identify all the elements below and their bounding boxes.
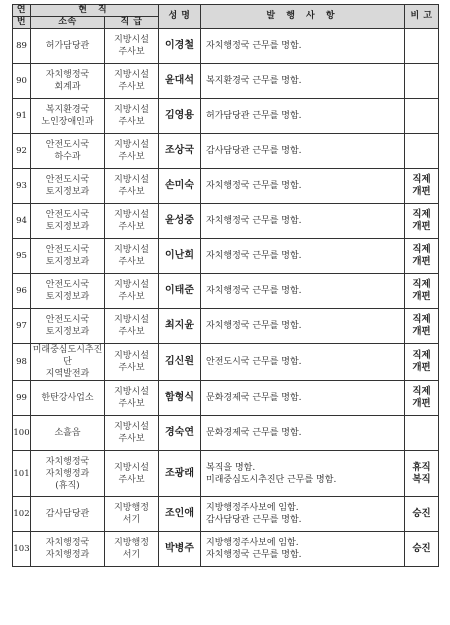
affiliation-cell	[31, 309, 105, 344]
rank-cell-line: 지방행정	[114, 503, 149, 513]
rank-cell-line: 지방시설	[114, 280, 149, 290]
affiliation-cell	[31, 239, 105, 274]
rank-cell	[105, 381, 159, 416]
note-cell-line: 직제	[412, 174, 431, 185]
note-cell-line: 개편	[412, 398, 431, 409]
note-cell-line: 직제	[412, 279, 431, 290]
note-cell	[405, 239, 439, 274]
rank-cell-line: 지방시설	[114, 351, 149, 361]
rank-cell-line: 주사보	[118, 434, 145, 444]
note-cell	[405, 451, 439, 497]
affiliation-cell	[31, 344, 105, 381]
rank-cell-line: 서기	[122, 515, 141, 525]
row-number: 94	[13, 204, 31, 239]
affiliation-cell-line: 미래중심도시추진단	[32, 345, 103, 367]
note-cell	[405, 64, 439, 99]
action-cell-line: 자치행정국 근무를 명함.	[206, 550, 302, 560]
rank-cell-line: 지방시설	[114, 315, 149, 325]
action-cell-line: 문화경제국 근무를 명함.	[206, 393, 302, 403]
rank-cell	[105, 274, 159, 309]
rank-cell-line: 지방시설	[114, 35, 149, 45]
rank-cell-line: 지방시설	[114, 422, 149, 432]
rank-cell	[105, 64, 159, 99]
name-cell: 경숙연	[159, 416, 201, 451]
table-row	[13, 99, 439, 134]
action-cell-line: 허가담당관 근무를 명함.	[206, 111, 302, 121]
affiliation-cell-line: 한탄강사업소	[41, 393, 94, 403]
rank-cell	[105, 134, 159, 169]
name-cell: 함형식	[159, 381, 201, 416]
note-cell	[405, 169, 439, 204]
note-cell	[405, 134, 439, 169]
name-cell: 김영용	[159, 99, 201, 134]
rank-cell-line: 지방시설	[114, 105, 149, 115]
row-number: 100	[13, 416, 31, 451]
rank-cell	[105, 451, 159, 497]
note-cell-line: 직제	[412, 350, 431, 361]
action-cell	[201, 134, 405, 169]
table-row	[13, 64, 439, 99]
name-cell: 이태준	[159, 274, 201, 309]
note-cell	[405, 381, 439, 416]
note-cell	[405, 274, 439, 309]
rank-cell-line: 주사보	[118, 327, 145, 337]
table-row	[13, 169, 439, 204]
affiliation-cell-line: 회계과	[54, 82, 81, 92]
affiliation-cell	[31, 416, 105, 451]
rank-cell	[105, 99, 159, 134]
table-row	[13, 344, 439, 381]
header-note: 비 고	[405, 5, 439, 29]
rank-cell	[105, 239, 159, 274]
rank-cell-line: 지방시설	[114, 210, 149, 220]
header-current-position: 현 직	[31, 5, 159, 17]
note-cell-line: 개편	[412, 326, 431, 337]
action-cell	[201, 204, 405, 239]
affiliation-cell	[31, 497, 105, 532]
row-number: 98	[13, 344, 31, 381]
row-number: 92	[13, 134, 31, 169]
table-row	[13, 134, 439, 169]
action-cell-line: 자치행정국 근무를 명함.	[206, 216, 302, 226]
note-cell	[405, 532, 439, 567]
rank-cell	[105, 532, 159, 567]
table-row	[13, 451, 439, 497]
note-cell	[405, 204, 439, 239]
row-number: 89	[13, 29, 31, 64]
name-cell: 조광래	[159, 451, 201, 497]
action-cell-line: 안전도시국 근무를 명함.	[206, 357, 302, 367]
personnel-table	[12, 4, 439, 567]
note-cell-line: 직제	[412, 386, 431, 397]
action-cell-line: 복지환경국 근무를 명함.	[206, 76, 302, 86]
name-cell: 조상국	[159, 134, 201, 169]
rank-cell-line: 지방행정	[114, 538, 149, 548]
table-row	[13, 239, 439, 274]
table-row	[13, 381, 439, 416]
note-cell-line: 직제	[412, 314, 431, 325]
row-number: 101	[13, 451, 31, 497]
affiliation-cell-line: 복지환경국	[45, 105, 90, 115]
note-cell-line: 직제	[412, 209, 431, 220]
rank-cell-line: 지방시설	[114, 387, 149, 397]
rank-cell	[105, 309, 159, 344]
affiliation-cell-line: 토지정보과	[45, 222, 90, 232]
rank-cell	[105, 169, 159, 204]
header-no-top: 연	[13, 5, 31, 17]
note-cell-line: 승진	[412, 543, 431, 554]
row-number: 99	[13, 381, 31, 416]
name-cell: 박병주	[159, 532, 201, 567]
row-number: 103	[13, 532, 31, 567]
header-affiliation: 소속	[31, 17, 105, 29]
note-cell-line: 개편	[412, 362, 431, 373]
action-cell	[201, 274, 405, 309]
table-body	[13, 29, 439, 567]
rank-cell-line: 지방시설	[114, 245, 149, 255]
rank-cell-line: 서기	[122, 550, 141, 560]
affiliation-cell-line: 지역발전과	[45, 369, 90, 379]
action-cell-line: 지방행정주사보에 임함.	[206, 538, 299, 548]
note-cell-line: 개편	[412, 186, 431, 197]
rank-cell-line: 주사보	[118, 292, 145, 302]
affiliation-cell-line: 자치행정국	[45, 456, 90, 467]
table-row	[13, 204, 439, 239]
affiliation-cell	[31, 99, 105, 134]
affiliation-cell-line: 안전도시국	[45, 280, 90, 290]
note-cell-line: 휴직	[412, 461, 431, 473]
header-row-top	[13, 5, 439, 17]
table-row	[13, 274, 439, 309]
action-cell-line: 복직을 명함.	[206, 462, 256, 473]
table-row	[13, 532, 439, 567]
name-cell: 김신원	[159, 344, 201, 381]
name-cell: 손미숙	[159, 169, 201, 204]
rank-cell-line: 주사보	[118, 257, 145, 267]
affiliation-cell-line: 안전도시국	[45, 315, 90, 325]
action-cell-line: 자치행정국 근무를 명함.	[206, 41, 302, 51]
affiliation-cell-line: 안전도시국	[45, 210, 90, 220]
affiliation-cell-line: 허가담당관	[45, 41, 90, 51]
action-cell	[201, 344, 405, 381]
action-cell	[201, 497, 405, 532]
action-cell-line: 자치행정국 근무를 명함.	[206, 286, 302, 296]
affiliation-cell-line: 토지정보과	[45, 292, 90, 302]
table-row	[13, 309, 439, 344]
action-cell-line: 자치행정국 근무를 명함.	[206, 251, 302, 261]
rank-cell-line: 주사보	[118, 47, 145, 57]
header-action: 발 행 사 항	[201, 5, 405, 29]
note-cell-line: 개편	[412, 221, 431, 232]
row-number: 90	[13, 64, 31, 99]
rank-cell	[105, 29, 159, 64]
table-row	[13, 29, 439, 64]
affiliation-cell-line: 자치행정국	[45, 538, 90, 548]
affiliation-cell	[31, 29, 105, 64]
action-cell	[201, 29, 405, 64]
affiliation-cell	[31, 381, 105, 416]
affiliation-cell-line: 노인장애인과	[41, 117, 94, 127]
action-cell	[201, 169, 405, 204]
name-cell: 조인애	[159, 497, 201, 532]
affiliation-cell	[31, 134, 105, 169]
row-number: 93	[13, 169, 31, 204]
action-cell-line: 자치행정국 근무를 명함.	[206, 181, 302, 191]
action-cell	[201, 64, 405, 99]
note-cell	[405, 344, 439, 381]
header-rank: 직 급	[105, 17, 159, 29]
affiliation-cell-line: 하수과	[54, 152, 81, 162]
name-cell: 최지윤	[159, 309, 201, 344]
affiliation-cell-line: 안전도시국	[45, 245, 90, 255]
action-cell	[201, 309, 405, 344]
row-number: 95	[13, 239, 31, 274]
row-number: 102	[13, 497, 31, 532]
affiliation-cell-line: 자치행정과	[45, 550, 90, 560]
header-name: 성 명	[159, 5, 201, 29]
note-cell	[405, 29, 439, 64]
action-cell-line: 문화경제국 근무를 명함.	[206, 428, 302, 438]
name-cell: 이난희	[159, 239, 201, 274]
rank-cell-line: 주사보	[118, 152, 145, 162]
affiliation-cell-line: 안전도시국	[45, 175, 90, 185]
rank-cell-line: 지방시설	[114, 70, 149, 80]
rank-cell	[105, 204, 159, 239]
action-cell-line: 감사담당관 근무를 명함.	[206, 146, 302, 156]
row-number: 96	[13, 274, 31, 309]
rank-cell-line: 주사보	[118, 82, 145, 92]
row-number: 91	[13, 99, 31, 134]
name-cell: 윤대석	[159, 64, 201, 99]
row-number: 97	[13, 309, 31, 344]
affiliation-cell-line: 토지정보과	[45, 327, 90, 337]
table-row	[13, 497, 439, 532]
affiliation-cell	[31, 274, 105, 309]
rank-cell-line: 지방시설	[114, 175, 149, 185]
rank-cell-line: 주사보	[118, 117, 145, 127]
note-cell-line: 개편	[412, 256, 431, 267]
affiliation-cell-line: 자치행정국	[45, 70, 90, 80]
note-cell	[405, 416, 439, 451]
rank-cell-line: 주사보	[118, 187, 145, 197]
rank-cell	[105, 416, 159, 451]
affiliation-cell-line: 토지정보과	[45, 257, 90, 267]
header-no-bottom: 번	[13, 17, 31, 29]
note-cell	[405, 309, 439, 344]
action-cell	[201, 532, 405, 567]
note-cell-line: 직제	[412, 244, 431, 255]
note-cell-line: 승진	[412, 508, 431, 519]
affiliation-cell	[31, 169, 105, 204]
action-cell	[201, 99, 405, 134]
rank-cell-line: 주사보	[118, 363, 145, 373]
rank-cell-line: 주사보	[118, 222, 145, 232]
affiliation-cell	[31, 532, 105, 567]
affiliation-cell	[31, 451, 105, 497]
table-row	[13, 416, 439, 451]
affiliation-cell	[31, 64, 105, 99]
affiliation-cell-line: (휴직)	[55, 480, 80, 491]
name-cell: 이경철	[159, 29, 201, 64]
affiliation-cell-line: 감사담당관	[45, 509, 90, 519]
personnel-order-document	[12, 4, 438, 567]
action-cell-line: 미래중심도시추진단 근무를 명함.	[206, 474, 337, 485]
note-cell	[405, 99, 439, 134]
note-cell	[405, 497, 439, 532]
action-cell	[201, 451, 405, 497]
note-cell-line: 개편	[412, 291, 431, 302]
name-cell: 윤성중	[159, 204, 201, 239]
rank-cell	[105, 497, 159, 532]
rank-cell-line: 주사보	[118, 399, 145, 409]
rank-cell	[105, 344, 159, 381]
action-cell-line: 감사담당관 근무를 명함.	[206, 515, 302, 525]
action-cell	[201, 239, 405, 274]
affiliation-cell-line: 토지정보과	[45, 187, 90, 197]
affiliation-cell-line: 자치행정과	[45, 468, 90, 479]
action-cell-line: 지방행정주사보에 임함.	[206, 503, 299, 513]
rank-cell-line: 지방시설	[114, 140, 149, 150]
rank-cell-line: 주사보	[118, 474, 145, 485]
note-cell-line: 복직	[412, 473, 431, 485]
action-cell	[201, 381, 405, 416]
action-cell-line: 자치행정국 근무를 명함.	[206, 321, 302, 331]
rank-cell-line: 지방시설	[114, 462, 149, 473]
affiliation-cell-line: 안전도시국	[45, 140, 90, 150]
affiliation-cell	[31, 204, 105, 239]
action-cell	[201, 416, 405, 451]
affiliation-cell-line: 소흘읍	[54, 428, 81, 438]
